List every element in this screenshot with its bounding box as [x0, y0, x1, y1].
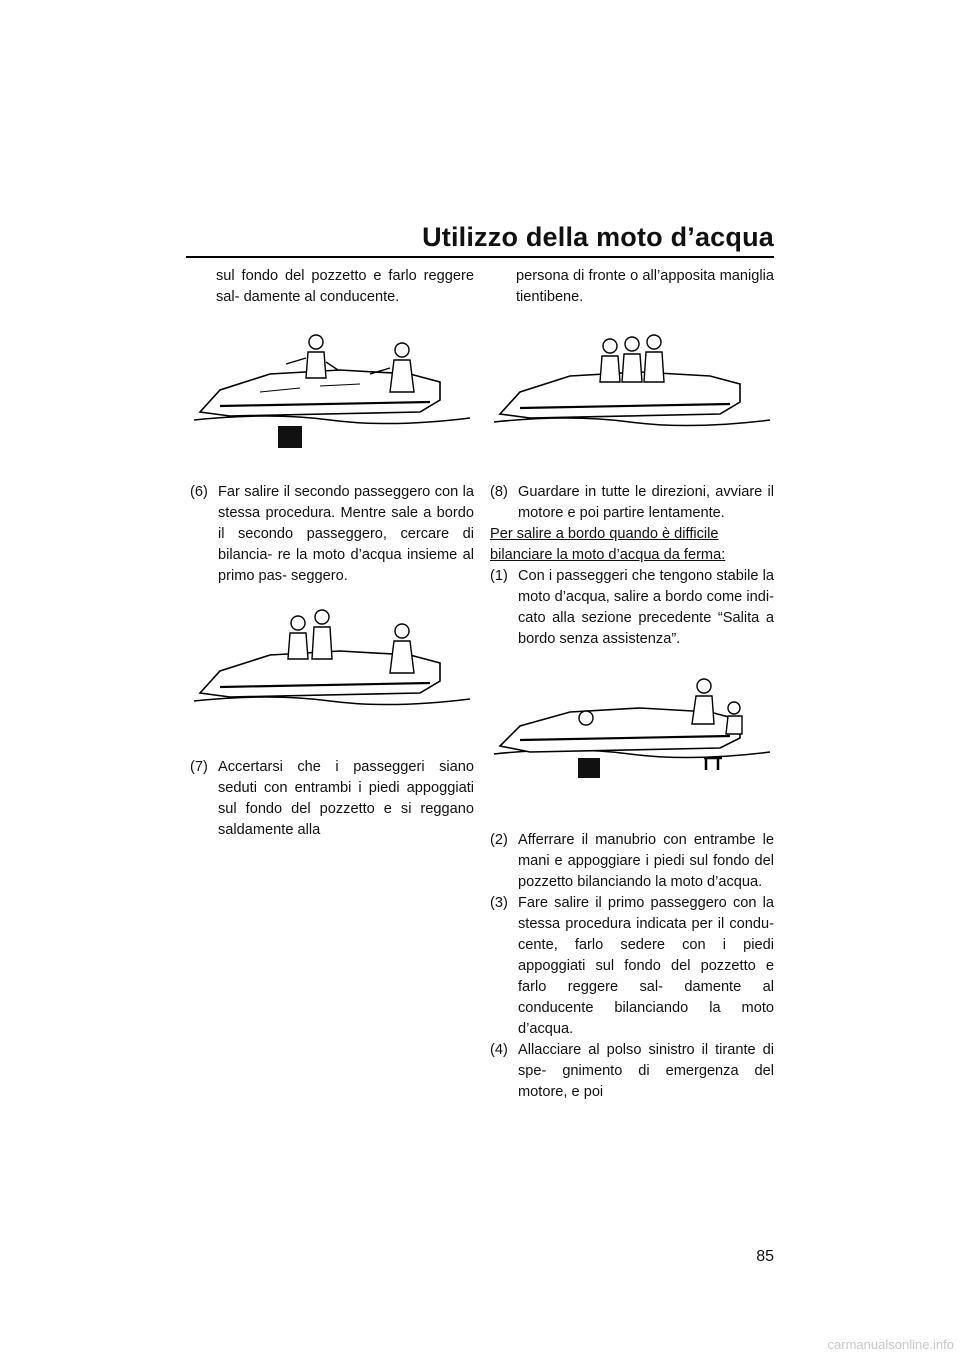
item-text: Allacciare al polso sinistro il tirante di spe- gnimento di emergenza del motore, e poi	[518, 1042, 774, 1100]
jetski-drawing	[190, 322, 474, 452]
item-number: (1)	[490, 568, 508, 584]
item-text: Con i passeggeri che tengono stabile la moto d’acqua, salire a bordo come indi- cato alla sezione precedente “Salita a bordo senza assistenza”.	[518, 568, 774, 647]
illustration-three-riders	[190, 597, 474, 727]
list-item-1	[490, 566, 774, 650]
jetski-drawing	[490, 674, 774, 792]
list-item-6	[190, 482, 474, 587]
page-title: Utilizzo della moto d’acqua	[422, 222, 774, 252]
list-item-2	[490, 830, 774, 893]
item-text: Far salire il secondo passeggero con la stessa procedura. Mentre sale a bordo il secondo passeggero, cercare di bilancia- re la moto d’acqua insieme al primo pas- seggero.	[218, 484, 474, 584]
item-number: (2)	[490, 832, 508, 848]
item-text: Fare salire il primo passeggero con la stessa procedura indicata per il condu- cente, farlo sedere con i piedi appoggiati sul fondo del pozzetto e farlo reggere sal- damente al conducente bilanciando la moto d’acqua.	[518, 895, 774, 1037]
list-item-4	[490, 1040, 774, 1103]
illustration-boarding-with-assistance	[490, 674, 774, 792]
item-number: (7)	[190, 759, 208, 775]
item-text: Guardare in tutte le direzioni, avviare il motore e poi partire lentamente.	[518, 484, 774, 521]
page-number: 85	[756, 1248, 774, 1265]
illustration-three-seated-riders	[490, 322, 774, 452]
jetski-drawing	[490, 322, 774, 452]
left-column	[190, 266, 474, 841]
paragraph-continuation: sul fondo del pozzetto e farlo reggere sal- damente al conducente.	[216, 268, 474, 305]
item-number: (8)	[490, 484, 508, 500]
item-text: Afferrare il manubrio con entrambe le mani e appoggiare i piedi sul fondo del pozzetto bilanciando la moto d’acqua.	[518, 832, 774, 890]
list-item-7	[190, 757, 474, 841]
section-subheading: Per salire a bordo quando è difficile bilanciare la moto d’acqua da ferma:	[490, 526, 726, 563]
list-item-3	[490, 893, 774, 1040]
illustration-two-riders-boarding	[190, 322, 474, 452]
item-number: (3)	[490, 895, 508, 911]
item-text: Accertarsi che i passeggeri siano seduti con entrambi i piedi appoggiati sul fondo del pozzetto e si reggano saldamente alla	[218, 759, 474, 838]
watermark: carmanualsonline.info	[827, 1337, 954, 1352]
item-number: (6)	[190, 484, 208, 500]
list-item-8	[490, 482, 774, 524]
page-header	[186, 222, 774, 258]
item-number: (4)	[490, 1042, 508, 1058]
right-column	[490, 266, 774, 1103]
jetski-drawing	[190, 597, 474, 727]
paragraph-continuation: persona di fronte o all’apposita maniglia tientibene.	[516, 268, 774, 305]
